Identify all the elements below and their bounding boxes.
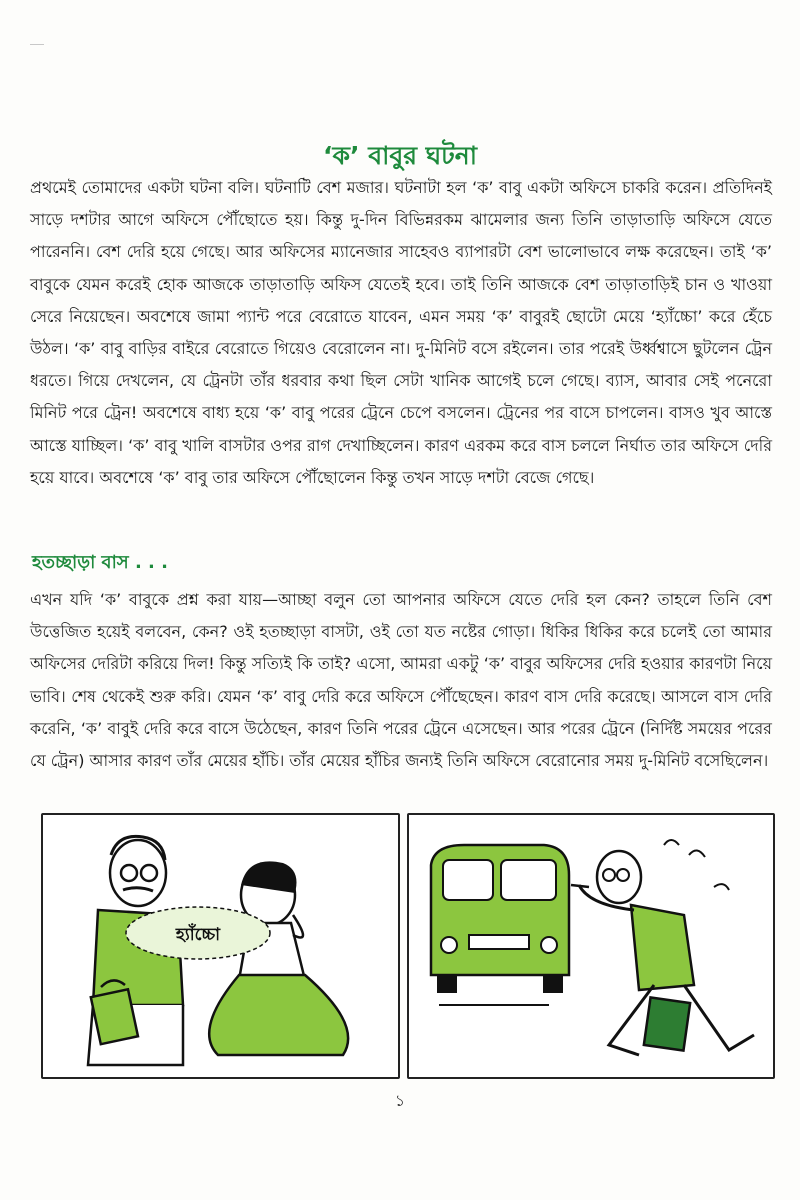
bus <box>431 845 569 1005</box>
running-man <box>571 840 754 1055</box>
section-heading: হতচ্ছাড়া বাস . . . <box>32 552 169 573</box>
sneeze-burst <box>126 907 270 959</box>
page-number: ১ <box>394 1091 406 1110</box>
daughter-figure <box>209 861 348 1055</box>
sneeze-label: হ্যাঁচ্চো <box>175 925 221 945</box>
father-daughter-drawing <box>43 815 398 1077</box>
scan-mark <box>30 44 44 45</box>
running-man-drawing <box>409 815 773 1077</box>
story-paragraph-2: এখন যদি ‘ক’ বাবুকে প্রশ্ন করা যায়—আচ্ছা বলুন তো আপনার অফিসে যেতে দেরি হল কেন? তাহলে তিনি বেশ উত্তেজিত হয়েই বলবেন, কেন? ওই হতচ্ছাড়া বাসটা, ওই তো যত নষ্টের গোড়া। ধিকির ধিকির করে চলেই তো আমার অফিসের দেরিটা করিয়ে দিল! কিন্তু সত্যিই কি তাই? এসো, আমরা একটু ‘ক’ বাবুর অফিসের দেরি হওয়ার কারণটা নিয়ে ভাবি। শেষ থেকেই শুরু করি। যেমন ‘ক’ বাবু দেরি করে অফিসে পৌঁছেছেন। কারণ বাস দেরি করেছে। আসলে বাস দেরি করেনি, ‘ক’ বাবুই দেরি করে বাসে উঠেছেন, কারণ তিনি পরের ট্রেনে এসেছেন। আর পরের ট্রেনে (নির্দিষ্ট সময়ের পরের যে ট্রেন) আসার কারণ তাঁর মেয়ের হাঁচি। তাঁর মেয়ের হাঁচির জন্যই তিনি অফিসে বেরোনোর সময় দু-মিনিট বসেছিলেন। <box>30 590 772 771</box>
story-paragraph-1: প্রথমেই তোমাদের একটা ঘটনা বলি। ঘটনাটি বেশ মজার। ঘটনাটা হল ‘ক’ বাবু একটা অফিসে চাকরি করেন। প্রতিদিনই সাড়ে দশটার আগে অফিসে পৌঁছোতে হয়। কিন্তু দু-দিন বিভিন্নরকম ঝামেলার জন্য তিনি তাড়াতাড়ি অফিসে যেতে পারেননি। বেশ দেরি হয়ে গেছে। আর অফিসের ম্যানেজার সাহেবও ব্যাপারটা বেশ ভালোভাবে লক্ষ করেছেন। তাই ‘ক’ বাবুকে যেমন করেই হোক আজকে তাড়াতাড়ি অফিস যেতেই হবে। তাই তিনি আজকে বেশ তাড়াতাড়িই চান ও খাওয়া সেরে নিয়েছেন। অবশেষে জামা প্যান্ট পরে বেরোতে যাবেন, এমন সময় ‘ক’ বাবুরই ছোটো মেয়ে ‘হ্যাঁচ্চো’ করে হেঁচে উঠল। ‘ক’ বাবু বাড়ির বাইরে বেরোতে গিয়েও বেরোলেন না। দু-মিনিট বসে রইলেন। তার পরেই উর্ধ্বশ্বাসে ছুটলেন ট্রেন ধরতে। গিয়ে দেখলেন, যে ট্রেনটা তাঁর ধরবার কথা ছিল সেটা খানিক আগেই চলে গেছে। ব্যাস, আবার সেই পনেরো মিনিট পরে ট্রেন! অবশেষে বাধ্য হয়ে ‘ক’ বাবু পরের ট্রেনে চেপে বসলেন। ট্রেনের পর বাসে চাপলেন। বাসও খুব আস্তে আস্তে যাচ্ছিল। ‘ক’ বাবু খালি বাসটার ওপর রাগ দেখাচ্ছিলেন। কারণ এরকম করে বাস চললে নির্ঘাত তার অফিসে দেরি হয়ে যাবে। অবশেষে ‘ক’ বাবু তার অফিসে পৌঁছোলেন কিন্তু তখন সাড়ে দশটা বেজে গেছে। <box>30 178 772 487</box>
bus-illustration <box>407 813 775 1079</box>
chapter-title: ‘ক’ বাবুর ঘটনা <box>323 141 477 170</box>
sneeze-illustration <box>41 813 400 1079</box>
